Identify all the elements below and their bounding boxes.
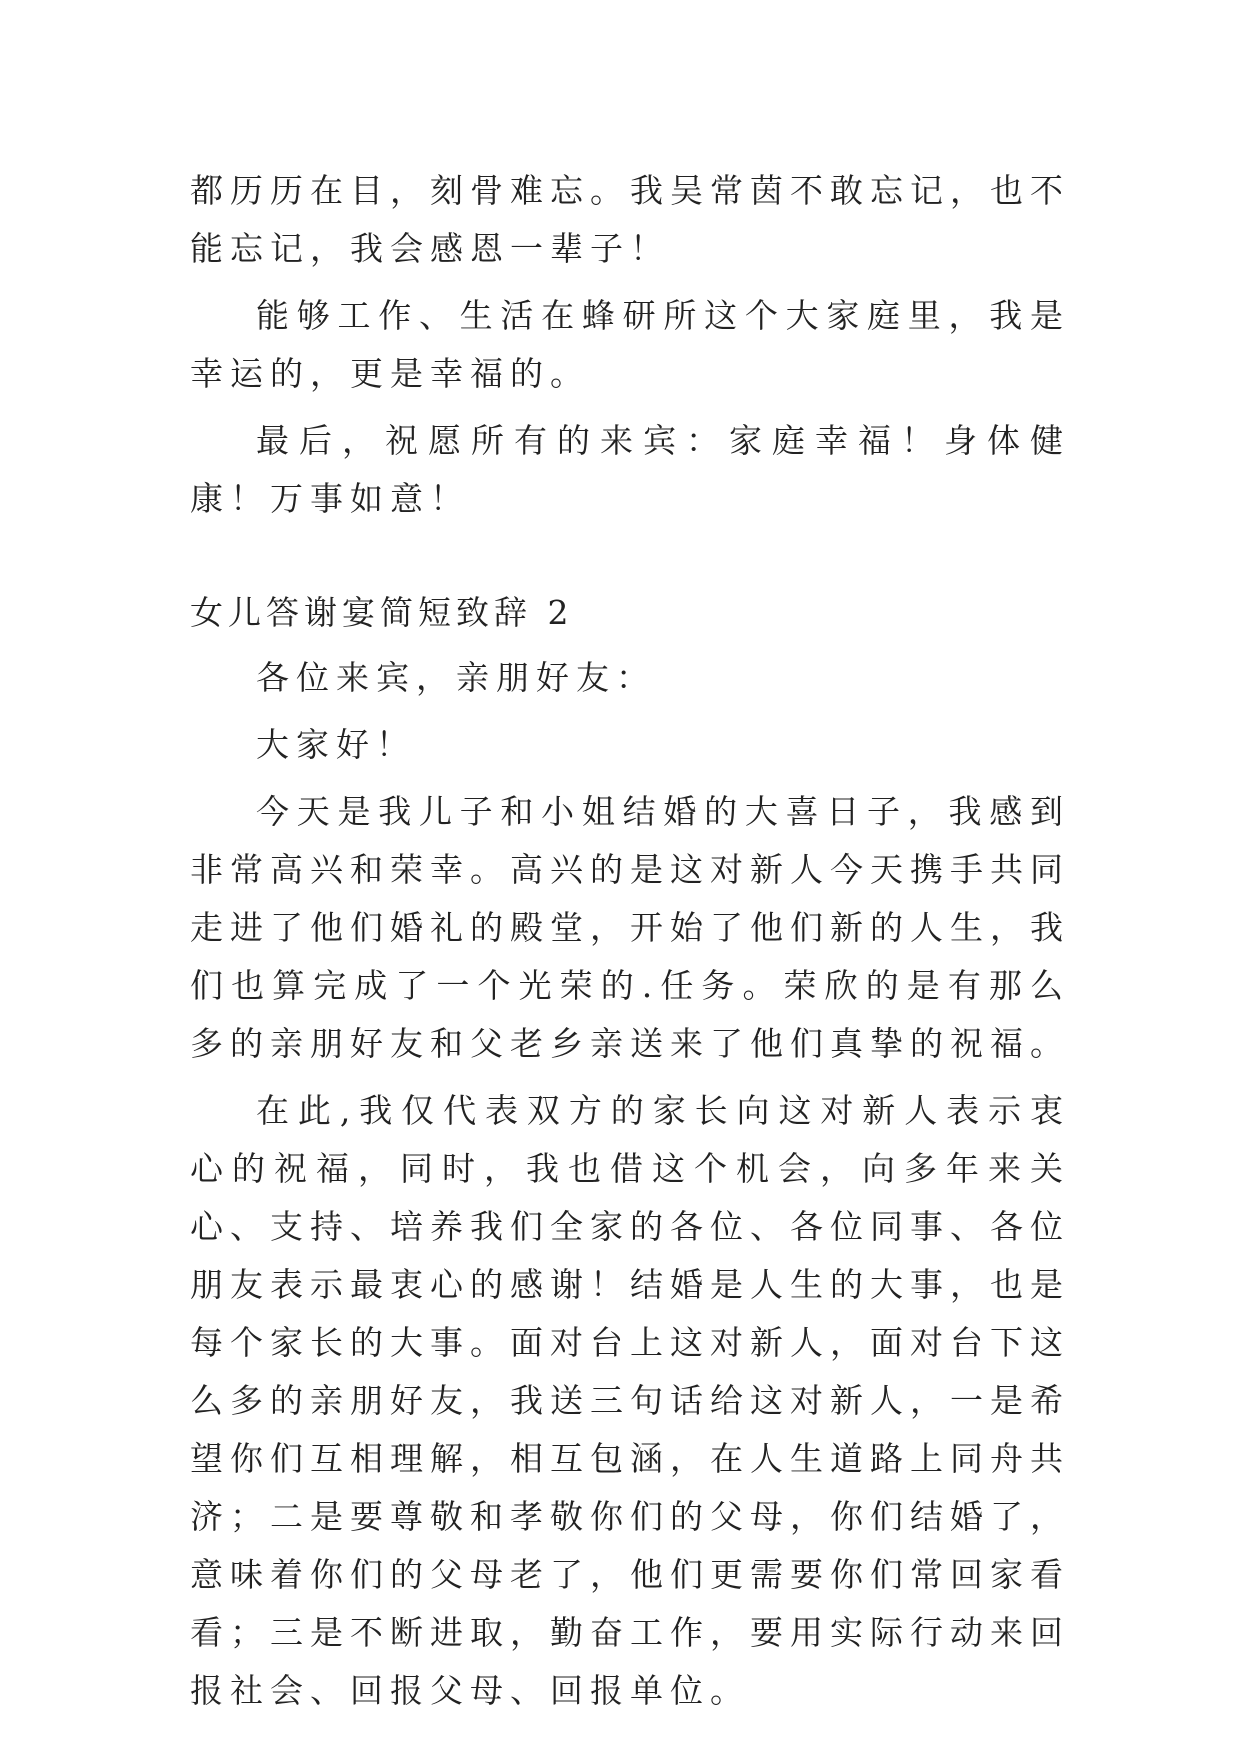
- paragraph-closing-wishes: 最后，祝愿所有的来宾：家庭幸福！身体健康！万事如意！: [190, 421, 1070, 518]
- section-title: 女儿答谢宴简短致辞 2: [190, 593, 574, 632]
- paragraph-blessing: 在此,我仅代表双方的家长向这对新人表示衷心的祝福，同时，我也借这个机会，向多年来关心、支持、培养我们全家的各位、各位同事、各位朋友表示最衷心的感谢！结婚是人生的大事，也是每个家长的大事。面对台上这对新人，面对台下这么多的亲朋好友，我送三句话给这对新人，一是希望你们互相理解，相互包涵，在人生道路上同舟共济；二是要尊敬和孝敬你们的父母，你们结婚了，意味着你们的父母老了，他们更需要你们常回家看看；三是不断进取，勤奋工作，要用实际行动来回报社会、回报父母、回报单位。: [190, 1091, 1070, 1710]
- paragraph-wedding-day: 今天是我儿子和小姐结婚的大喜日子，我感到非常高兴和荣幸。高兴的是这对新人今天携手共同走进了他们婚礼的殿堂，开始了他们新的人生，我们也算完成了一个光荣的.任务。荣欣的是有那么多的亲朋好友和父老乡亲送来了他们真挚的祝福。: [190, 792, 1070, 1063]
- paragraph-salutation: 各位来宾，亲朋好友：: [256, 658, 656, 697]
- paragraph-continued: 都历历在目，刻骨难忘。我吴常茵不敢忘记，也不能忘记，我会感恩一辈子！: [190, 171, 1070, 268]
- paragraph-greeting: 大家好！: [256, 725, 416, 764]
- document-body: [190, 162, 1070, 1729]
- paragraph-fortune: 能够工作、生活在蜂研所这个大家庭里，我是幸运的，更是幸福的。: [190, 296, 1070, 393]
